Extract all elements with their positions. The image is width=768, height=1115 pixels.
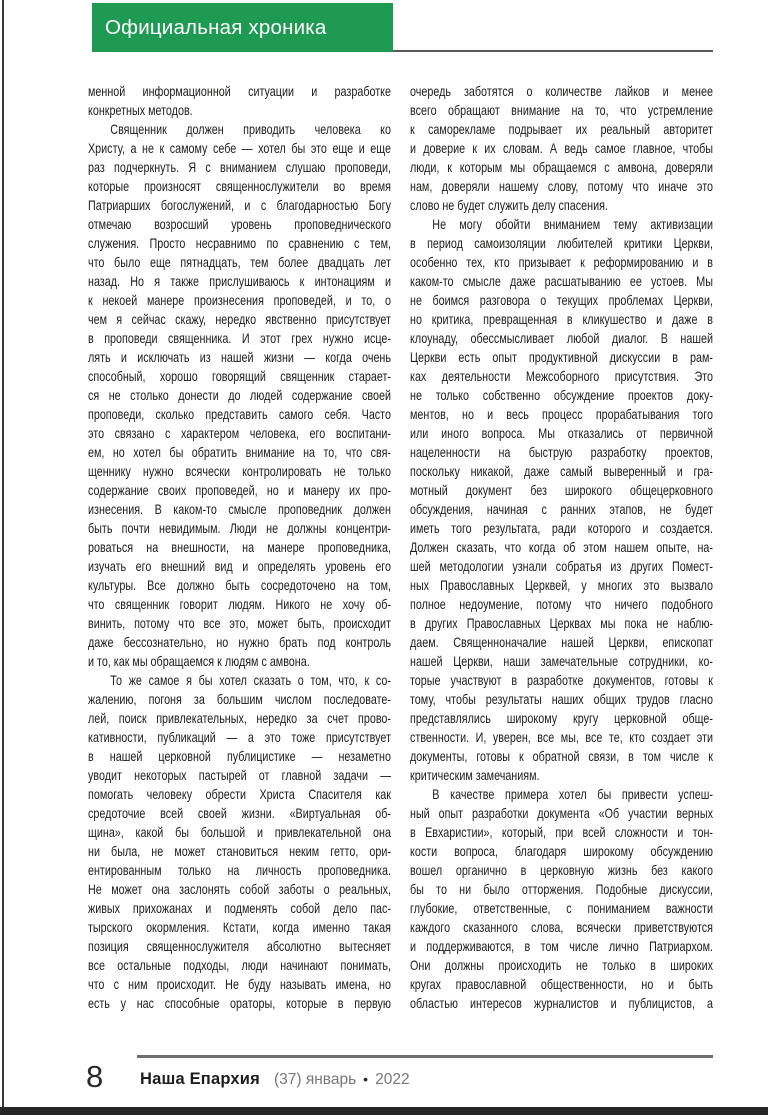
text-line: нашей Церкви, наши замечательные сотрудники, ко- (410, 653, 713, 669)
text-line: в период самоизоляции любителей критики Церкви, (410, 235, 713, 251)
text-line: иметь того результата, ради которого и создается. (410, 520, 713, 536)
footer-rule-line (137, 1055, 713, 1058)
text-line: люди, к которым мы обращаемся с амвона, доверяли (410, 159, 713, 175)
text-line: поскольку никакой, даже самый выверенный и гра- (410, 463, 713, 479)
text-line: тырского окормления. Кстати, когда именно такая (88, 919, 391, 935)
text-line: и то, как мы обращаемся к людям с амвона. (88, 653, 310, 669)
paragraph (88, 120, 391, 671)
text-line: тому, чтобы результаты наших общих трудов гласно (410, 691, 713, 707)
text-line: что с ним происходит. Не буду называть имена, но (88, 976, 391, 992)
text-line: чем я сейчас скажу, нередко явственно присутствует (88, 311, 391, 327)
text-line: изучать его внешний вид и определять уровень его (88, 558, 391, 574)
text-line: щина», какой бы большой и привлекательной она (88, 824, 391, 840)
text-line: жалению, погоня за большим числом последовате- (88, 691, 391, 707)
text-line: средоточие всей своей жизни. «Виртуальная об- (88, 805, 391, 821)
text-line: Патриарших богослужений, и с благодарностью Богу (88, 197, 391, 213)
text-line: шей методологии узнали собратья из других Помест- (410, 558, 713, 574)
text-line: То же самое я бы хотел сказать о том, что, к со- (110, 672, 391, 688)
text-line: есть у нас способные ораторы, которые в первую (88, 995, 391, 1011)
text-line: роваться на внешности, на манере проповедника, (88, 539, 391, 555)
text-line: служения. Просто несравнимо по сравнению с тем, (88, 235, 391, 251)
text-line: обсуждения, начиная с ранних этапов, не будет (410, 501, 713, 517)
text-line: в Евхаристии», который, при всей сложности и тон- (410, 824, 713, 840)
issue-label: (37) январь (273, 1071, 357, 1088)
text-line: ни была, не может становиться неким гетто, ори- (88, 843, 391, 859)
text-line: в проповеди священника. И этот грех нужно исце- (88, 330, 391, 346)
text-line: ных Православных Церквей, у многих это вызвало (410, 577, 713, 593)
text-line: ках деятельности Межсоборного присутствия. Это (410, 368, 713, 384)
text-line: и доверие к их словам. А ведь самое главное, чтобы (410, 140, 713, 156)
text-line: каждого сказанного слова, всячески приветствуются (410, 919, 713, 935)
text-line: мотный документ без широкого общецерковного (410, 482, 713, 498)
text-line: Не могу обойти вниманием тему активизации (432, 216, 713, 232)
text-line: лять и исключать из нашей жизни — когда очень (88, 349, 391, 365)
text-line: к некоей манере произнесения проповедей, и то, о (88, 292, 391, 308)
text-line: раз подчеркнуть. Я с вниманием слушаю проповеди, (88, 159, 391, 175)
text-line: что священник говорит людям. Никого не хочу об- (88, 596, 391, 612)
text-line: глубокие, ответственные, с пониманием важности (410, 900, 713, 916)
paragraph (410, 215, 713, 785)
text-line: нацеленности на быструю разработку проектов, (410, 444, 713, 460)
text-line: назад. Но я также прислушиваюсь к интонациям и (88, 273, 391, 289)
section-title: Официальная хроника (105, 15, 327, 39)
paragraph (88, 671, 391, 1013)
text-line: и поддерживаются, в том числе лично Патриархом. (410, 938, 713, 954)
text-line: документы, готовы к обратной связи, в том числе к (410, 748, 713, 764)
text-line: не только собственно обсуждение проектов доку- (410, 387, 713, 403)
text-line: конкретных методов. (88, 102, 193, 118)
text-line: даем. Священноначалие нашей Церкви, епископат (410, 634, 713, 650)
text-line: нам, доверяли нашему слову, потому что иначе это (410, 178, 713, 194)
text-line: быть почти невидимым. Люди не должны концентри- (88, 520, 391, 536)
text-line: ный опыт разработки документа «Об участии верных (410, 805, 713, 821)
text-line: кругах православной общественности, но и быть (410, 976, 713, 992)
page-number: 8 (86, 1059, 104, 1094)
bullet-separator: • (363, 1071, 369, 1087)
text-line: но критика, превращенная в кликушество и даже в (410, 311, 713, 327)
text-line: полное недоумение, потому что ничего подобного (410, 596, 713, 612)
column-left (88, 82, 391, 1013)
text-line: отмечаю возросший уровень проповеднического (88, 216, 391, 232)
text-line: кативности, публикаций — а это тоже присутствует (88, 729, 391, 745)
text-line: торые участвуют в разработке документов, готовы к (410, 672, 713, 688)
text-line: ентированным только на личность проповедника. (88, 862, 391, 878)
text-line: клоунаду, обессмысливает любой диалог. В нашей (410, 330, 713, 346)
text-line: каком-то смысле даже расшатыванию ее устоев. Мы (410, 273, 713, 289)
text-line: всего обращают внимание на то, что устремление (410, 102, 713, 118)
text-line: Церкви есть опыт продуктивной дискуссии в рам- (410, 349, 713, 365)
text-line: изнесения. В каком-то смысле проповедник должен (88, 501, 391, 517)
text-line: очередь заботятся о количестве лайков и менее (410, 83, 713, 99)
magazine-title: Наша Епархия (140, 1070, 260, 1088)
text-line: ментов, но и весь процесс прорабатывания того (410, 406, 713, 422)
text-line: живых прихожанах и подменять собой дело пас- (88, 900, 391, 916)
text-line: областью интересов журналистов и публицистов, а (410, 995, 713, 1011)
page-left-border-line (2, 0, 4, 1115)
paragraph (410, 82, 713, 215)
text-line: или иного вопроса. Мы отказались от первичной (410, 425, 713, 441)
text-line: ственности. И, уверен, все мы, все те, кто создает эти (410, 729, 713, 745)
text-line: уводит некоторых пастырей от главной задачи — (88, 767, 391, 783)
text-line: особенно тех, кто призывает к реформированию и в (410, 254, 713, 270)
text-line: в других Православных Церквах мы пока не наблю- (410, 615, 713, 631)
text-line: культуры. Все должно быть сосредоточено на том, (88, 577, 391, 593)
footer (140, 1070, 410, 1089)
text-line: винить, потому что все это, может быть, происходит (88, 615, 391, 631)
text-line: способный, хорошо говорящий священник старает- (88, 368, 391, 384)
text-line: к саморекламе подрывает их реальный авторитет (410, 121, 713, 137)
text-line: бы то ни было отторжения. Подобные дискуссии, (410, 881, 713, 897)
text-line: лей, поиск привлекательных, нередко за счет прово- (88, 710, 391, 726)
column-right (410, 82, 713, 1013)
text-line: менной информационной ситуации и разработке (88, 83, 391, 99)
text-line: которые произносят священнослужители во время (88, 178, 391, 194)
text-line: содержание своих проповедей, но и манеру их про- (88, 482, 391, 498)
text-line: представлялись широкому кругу церковной обще- (410, 710, 713, 726)
text-line: критическим замечаниям. (410, 767, 540, 783)
text-line: щеннику нужно всячески контролировать не только (88, 463, 391, 479)
text-line: в нашей церковной публицистике — незаметно (88, 748, 391, 764)
text-line: В качестве примера хотел бы привести успеш- (432, 786, 713, 802)
text-line: вошел органично в церковную жизнь без какого (410, 862, 713, 878)
text-line: Священник должен приводить человека ко (110, 121, 391, 137)
text-line: не боимся разговора о текущих проблемах Церкви, (410, 292, 713, 308)
text-line: Христу, а не к самому себе — хотел бы это еще и еще (88, 140, 391, 156)
page-bottom-bar (0, 1107, 768, 1115)
text-line: позиция священнослужителя абсолютно вытесняет (88, 938, 391, 954)
text-line: даже бессознательно, но нужно брать под контроль (88, 634, 391, 650)
text-line: все остальные подходы, люди начинают понимать, (88, 957, 391, 973)
paragraph (88, 82, 391, 120)
text-line: Должен сказать, что когда об этом нашем опыте, на- (410, 539, 713, 555)
issue-year: 2022 (375, 1071, 410, 1088)
text-line: проповеди, сколько представить самого себя. Часто (88, 406, 391, 422)
text-line: помогать человеку обрести Христа Спасителя как (88, 786, 391, 802)
text-line: Они должны происходить не только в широких (410, 957, 713, 973)
text-line: что было еще пятнадцать, тем более двадцать лет (88, 254, 391, 270)
text-line: ем, но хотел бы обратить внимание на то, что свя- (88, 444, 391, 460)
text-line: кости вопроса, благодаря широкому обсуждению (410, 843, 713, 859)
text-line: слово не будет служить делу спасения. (410, 197, 608, 213)
text-line: Не может она заслонять собой заботы о реальных, (88, 881, 391, 897)
paragraph (410, 785, 713, 1013)
text-line: это связано с характером человека, его воспитани- (88, 425, 391, 441)
text-line: ся не столько донести до людей содержание своей (88, 387, 391, 403)
section-header-band (92, 3, 393, 52)
